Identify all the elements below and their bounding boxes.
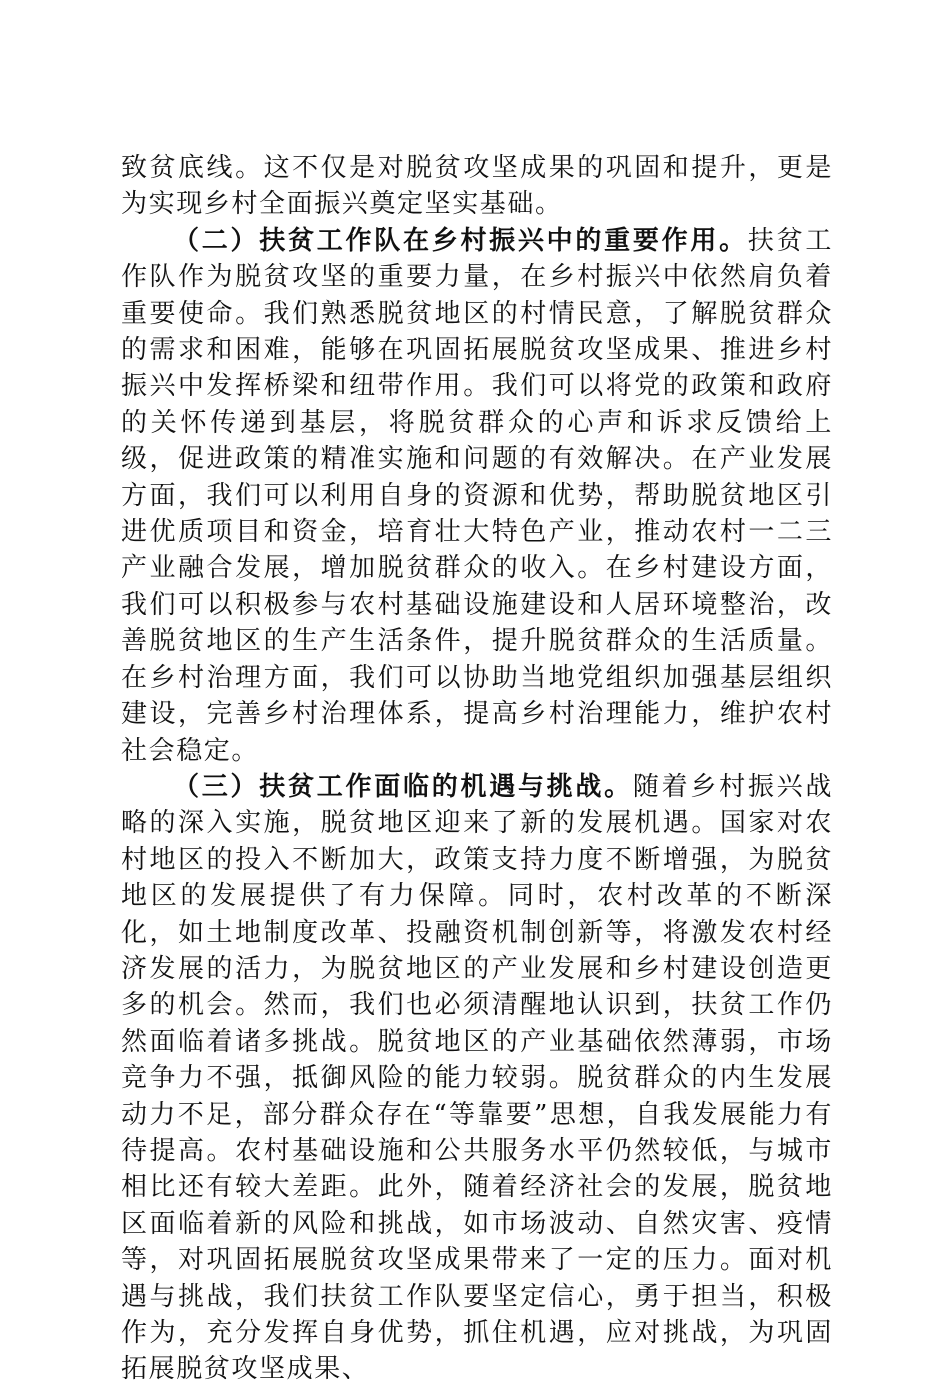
paragraph-text: 随着乡村振兴战略的深入实施，脱贫地区迎来了新的发展机遇。国家对农村地区的投入不断加大，政策支持力度不断增强，为脱贫地区的发展提供了有力保障。同时，农村改革的不断深化，如土地制度改革、投融资机制创新等，将激发农村经济发展的活力，为脱贫地区的产业发展和乡村建设创造更多的机会。然而，我们也必须清醒地认识到，扶贫工作仍然面临着诸多挑战。脱贫地区的产业基础依然薄弱，市场竞争力不强，抵御风险的能力较弱。脱贫群众的内生发展动力不足，部分群众存在“等靠要”思想，自我发展能力有待提高。农村基础设施和公共服务水平仍然较低，与城市相比还有较大差距。此外，随着经济社会的发展，脱贫地区面临着新的风险和挑战，如市场波动、自然灾害、疫情等，对巩固拓展脱贫攻坚成果带来了一定的压力。面对机遇与挑战，我们扶贫工作队要坚定信心，勇于担当，积极作为，充分发挥自身优势，抓住机遇，应对挑战，为巩固拓展脱贫攻坚成果、: [121, 771, 833, 1385]
section-heading: （三）扶贫工作面临的机遇与挑战。: [173, 771, 633, 802]
paragraph-section-3: [121, 769, 833, 1388]
paragraph-text: 致贫底线。这不仅是对脱贫攻坚成果的巩固和提升，更是为实现乡村全面振兴奠定坚实基础。: [121, 153, 833, 220]
section-heading: （二）扶贫工作队在乡村振兴中的重要作用。: [173, 225, 748, 256]
paragraph-text: 扶贫工作队作为脱贫攻坚的重要力量，在乡村振兴中依然肩负着重要使命。我们熟悉脱贫地区的村情民意，了解脱贫群众的需求和困难，能够在巩固拓展脱贫攻坚成果、推进乡村振兴中发挥桥梁和纽带作用。我们可以将党的政策和政府的关怀传递到基层，将脱贫群众的心声和诉求反馈给上级，促进政策的精准实施和问题的有效解决。在产业发展方面，我们可以利用自身的资源和优势，帮助脱贫地区引进优质项目和资金，培育壮大特色产业，推动农村一二三产业融合发展，增加脱贫群众的收入。在乡村建设方面，我们可以积极参与农村基础设施建设和人居环境整治，改善脱贫地区的生产生活条件，提升脱贫群众的生活质量。在乡村治理方面，我们可以协助当地党组织加强基层组织建设，完善乡村治理体系，提高乡村治理能力，维护农村社会稳定。: [121, 225, 833, 766]
paragraph-continuation: [121, 150, 833, 223]
paragraph-section-2: [121, 223, 833, 769]
document-body: [121, 150, 833, 1388]
